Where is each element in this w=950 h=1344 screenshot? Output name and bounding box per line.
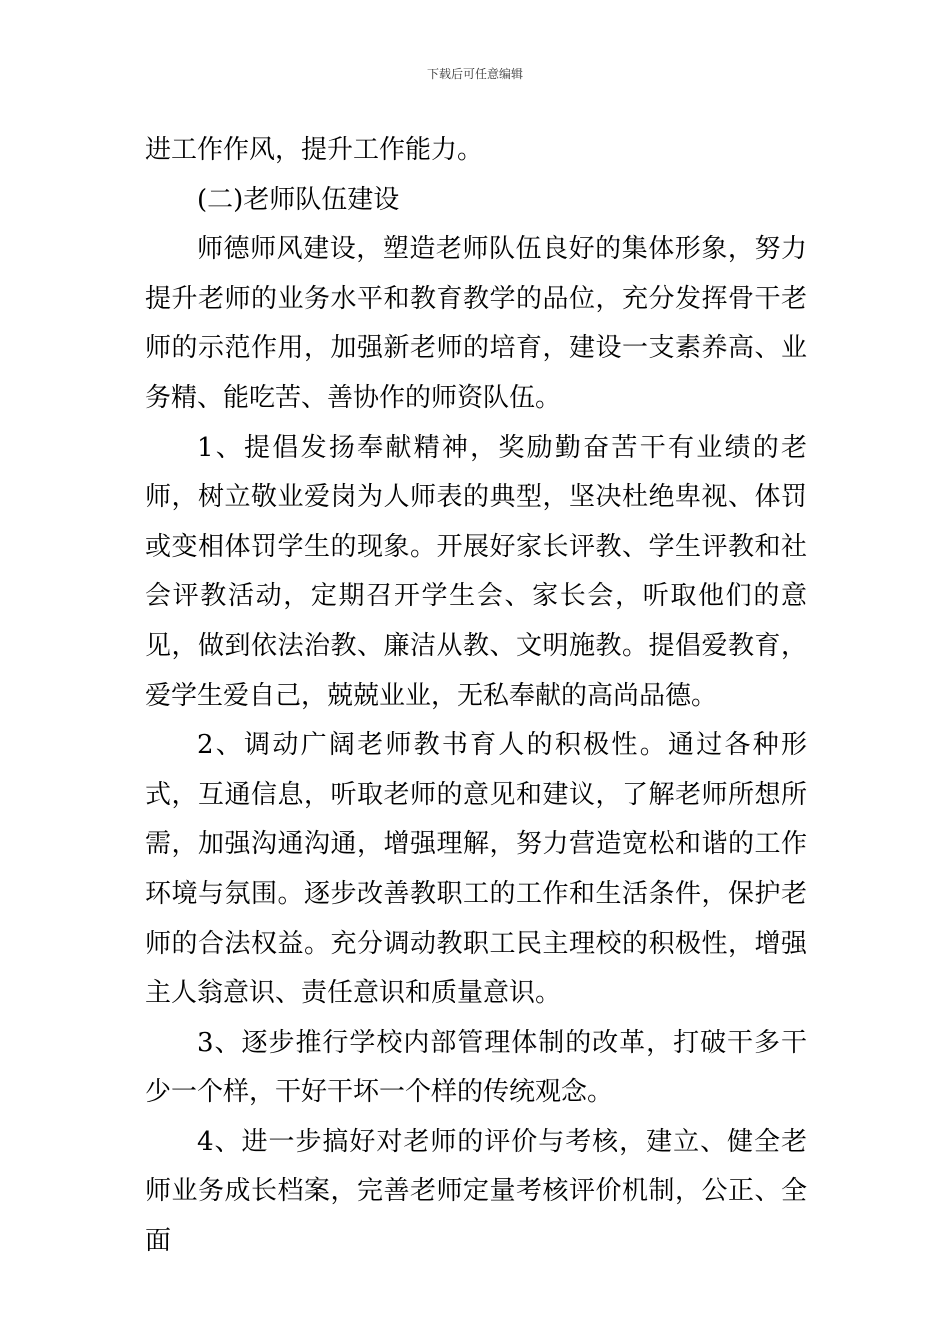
paragraph-5: 3、逐步推行学校内部管理体制的改革，打破干多干少一个样，干好干坏一个样的传统观念。: [145, 1027, 807, 1108]
paragraph-2: 师德师风建设，塑造老师队伍良好的集体形象，努力提升老师的业务水平和教育教学的品位，充分发挥骨干老师的示范作用，加强新老师的培育，建设一支素养高、业务精、能吃苦、善协作的师资队伍。: [145, 234, 807, 413]
paragraph-4: 2、调动广阔老师教书育人的积极性。通过各种形式，互通信息，听取老师的意见和建议，了解老师所想所需，加强沟通沟通，增强理解，努力营造宽松和谐的工作环境与氛围。逐步改善教职工的工作和生活条件，保护老师的合法权益。充分调动教职工民主理校的积极性，增强主人翁意识、责任意识和质量意识。: [145, 730, 807, 1009]
paragraph-1: 进工作作风，提升工作能力。: [145, 135, 484, 165]
paragraph-6: 4、进一步搞好对老师的评价与考核，建立、健全老师业务成长档案，完善老师定量考核评价机制，公正、全面: [145, 1126, 807, 1257]
document-body: [145, 126, 807, 1267]
section-heading: (二)老师队伍建设: [197, 184, 400, 215]
paragraph-3: 1、提倡发扬奉献精神，奖励勤奋苦干有业绩的老师，树立敬业爱岗为人师表的典型，坚决杜绝卑视、体罚或变相体罚学生的现象。开展好家长评教、学生评教和社会评教活动，定期召开学生会、家长会，听取他们的意见，做到依法治教、廉洁从教、文明施教。提倡爱教育，爱学生爱自己，兢兢业业，无私奉献的高尚品德。: [145, 432, 807, 711]
page-header: 下载后可任意编辑: [426, 67, 523, 81]
